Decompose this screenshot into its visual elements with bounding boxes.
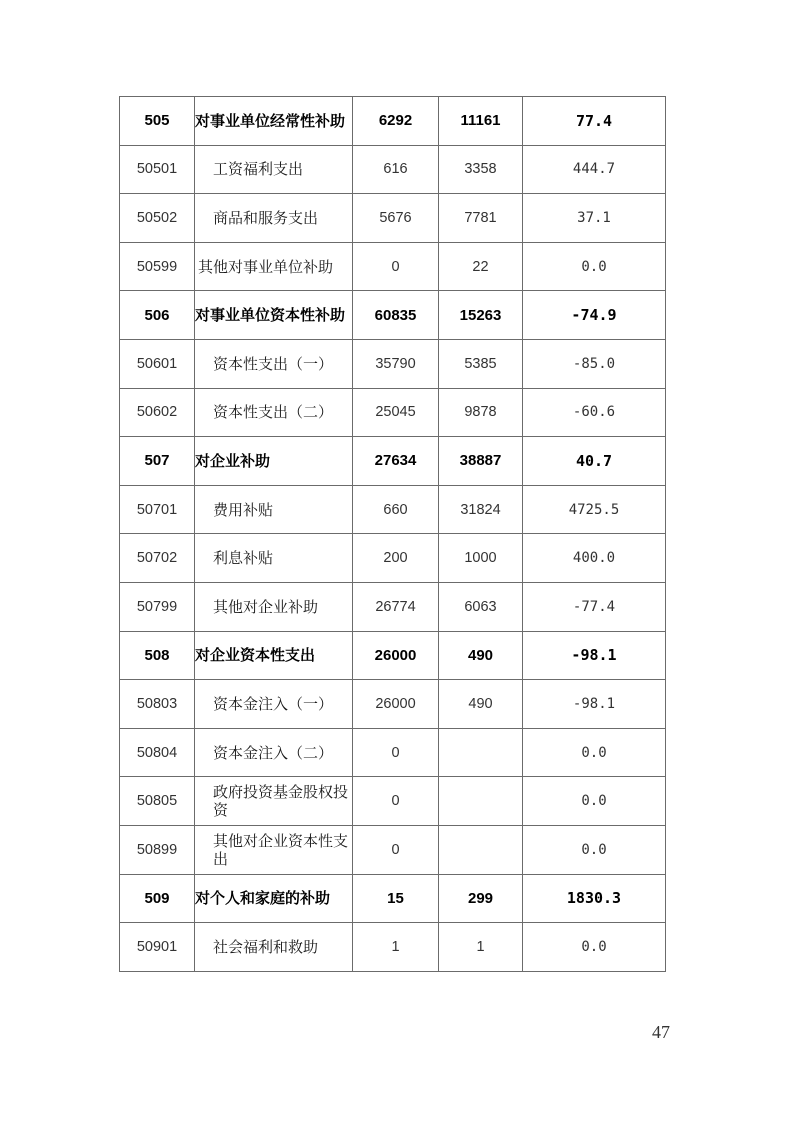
row-value-3: 444.7	[523, 145, 666, 194]
row-value-1: 35790	[353, 339, 439, 388]
row-value-1: 660	[353, 485, 439, 534]
row-value-2: 490	[439, 680, 523, 729]
row-value-2: 1000	[439, 534, 523, 583]
row-value-3: -60.6	[523, 388, 666, 437]
row-value-1: 26774	[353, 582, 439, 631]
row-value-2: 9878	[439, 388, 523, 437]
row-value-1: 0	[353, 777, 439, 826]
row-code: 50899	[120, 825, 195, 874]
row-value-3: 77.4	[523, 97, 666, 146]
row-value-3: 0.0	[523, 923, 666, 972]
table-row-category	[120, 874, 666, 923]
table-row	[120, 242, 666, 291]
table-row	[120, 388, 666, 437]
row-value-2	[439, 825, 523, 874]
row-value-3: -74.9	[523, 291, 666, 340]
row-name: 对事业单位经常性补助	[195, 97, 353, 146]
row-code: 50702	[120, 534, 195, 583]
row-code: 50599	[120, 242, 195, 291]
row-code: 50805	[120, 777, 195, 826]
row-value-2: 3358	[439, 145, 523, 194]
row-value-3: 40.7	[523, 437, 666, 486]
row-name: 对企业资本性支出	[195, 631, 353, 680]
row-value-2: 38887	[439, 437, 523, 486]
row-value-2	[439, 777, 523, 826]
row-code: 507	[120, 437, 195, 486]
row-value-2: 490	[439, 631, 523, 680]
row-name: 利息补贴	[195, 534, 353, 583]
table-row-category	[120, 291, 666, 340]
row-name: 对个人和家庭的补助	[195, 874, 353, 923]
row-value-3: -85.0	[523, 339, 666, 388]
row-name: 资本金注入（二）	[195, 728, 353, 777]
table-row-category	[120, 437, 666, 486]
table-row	[120, 680, 666, 729]
row-value-1: 616	[353, 145, 439, 194]
table-row	[120, 534, 666, 583]
row-value-2: 299	[439, 874, 523, 923]
table-row	[120, 923, 666, 972]
table-row-category	[120, 631, 666, 680]
table-row	[120, 145, 666, 194]
row-value-2	[439, 728, 523, 777]
row-value-3: 37.1	[523, 194, 666, 243]
table-row	[120, 728, 666, 777]
row-name: 资本性支出（二）	[195, 388, 353, 437]
row-value-2: 1	[439, 923, 523, 972]
row-value-3: 4725.5	[523, 485, 666, 534]
row-code: 50901	[120, 923, 195, 972]
row-code: 505	[120, 97, 195, 146]
row-value-1: 0	[353, 242, 439, 291]
row-name: 其他对事业单位补助	[195, 242, 353, 291]
row-name: 商品和服务支出	[195, 194, 353, 243]
row-code: 50701	[120, 485, 195, 534]
row-value-3: -98.1	[523, 631, 666, 680]
row-value-1: 25045	[353, 388, 439, 437]
row-value-3: 0.0	[523, 777, 666, 826]
row-value-3: 0.0	[523, 825, 666, 874]
row-code: 50601	[120, 339, 195, 388]
row-code: 50799	[120, 582, 195, 631]
row-code: 50501	[120, 145, 195, 194]
row-value-3: 0.0	[523, 728, 666, 777]
row-value-3: 1830.3	[523, 874, 666, 923]
row-value-1: 60835	[353, 291, 439, 340]
row-value-3: -77.4	[523, 582, 666, 631]
row-code: 506	[120, 291, 195, 340]
row-value-1: 26000	[353, 680, 439, 729]
row-value-2: 6063	[439, 582, 523, 631]
row-value-1: 6292	[353, 97, 439, 146]
row-code: 50502	[120, 194, 195, 243]
table-row	[120, 194, 666, 243]
row-value-1: 26000	[353, 631, 439, 680]
row-name: 政府投资基金股权投资	[195, 777, 353, 826]
row-code: 509	[120, 874, 195, 923]
row-value-1: 15	[353, 874, 439, 923]
table-row-category	[120, 97, 666, 146]
row-value-1: 27634	[353, 437, 439, 486]
row-name: 工资福利支出	[195, 145, 353, 194]
row-value-3: 0.0	[523, 242, 666, 291]
table-row	[120, 485, 666, 534]
row-code: 50602	[120, 388, 195, 437]
row-name: 费用补贴	[195, 485, 353, 534]
row-value-2: 31824	[439, 485, 523, 534]
budget-table	[119, 96, 666, 972]
row-value-1: 0	[353, 825, 439, 874]
row-code: 50803	[120, 680, 195, 729]
row-value-2: 5385	[439, 339, 523, 388]
page-number: 47	[652, 1022, 670, 1042]
table-row	[120, 777, 666, 826]
row-value-3: -98.1	[523, 680, 666, 729]
row-name: 资本金注入（一）	[195, 680, 353, 729]
row-code: 50804	[120, 728, 195, 777]
row-name: 对企业补助	[195, 437, 353, 486]
table-row	[120, 825, 666, 874]
row-value-2: 7781	[439, 194, 523, 243]
row-name: 资本性支出（一）	[195, 339, 353, 388]
row-code: 508	[120, 631, 195, 680]
row-name: 对事业单位资本性补助	[195, 291, 353, 340]
row-value-1: 5676	[353, 194, 439, 243]
row-value-2: 15263	[439, 291, 523, 340]
row-value-1: 0	[353, 728, 439, 777]
row-name: 社会福利和救助	[195, 923, 353, 972]
row-value-1: 200	[353, 534, 439, 583]
table-row	[120, 339, 666, 388]
row-value-1: 1	[353, 923, 439, 972]
row-name: 其他对企业补助	[195, 582, 353, 631]
row-value-3: 400.0	[523, 534, 666, 583]
row-value-2: 11161	[439, 97, 523, 146]
table-row	[120, 582, 666, 631]
row-name: 其他对企业资本性支出	[195, 825, 353, 874]
row-value-2: 22	[439, 242, 523, 291]
